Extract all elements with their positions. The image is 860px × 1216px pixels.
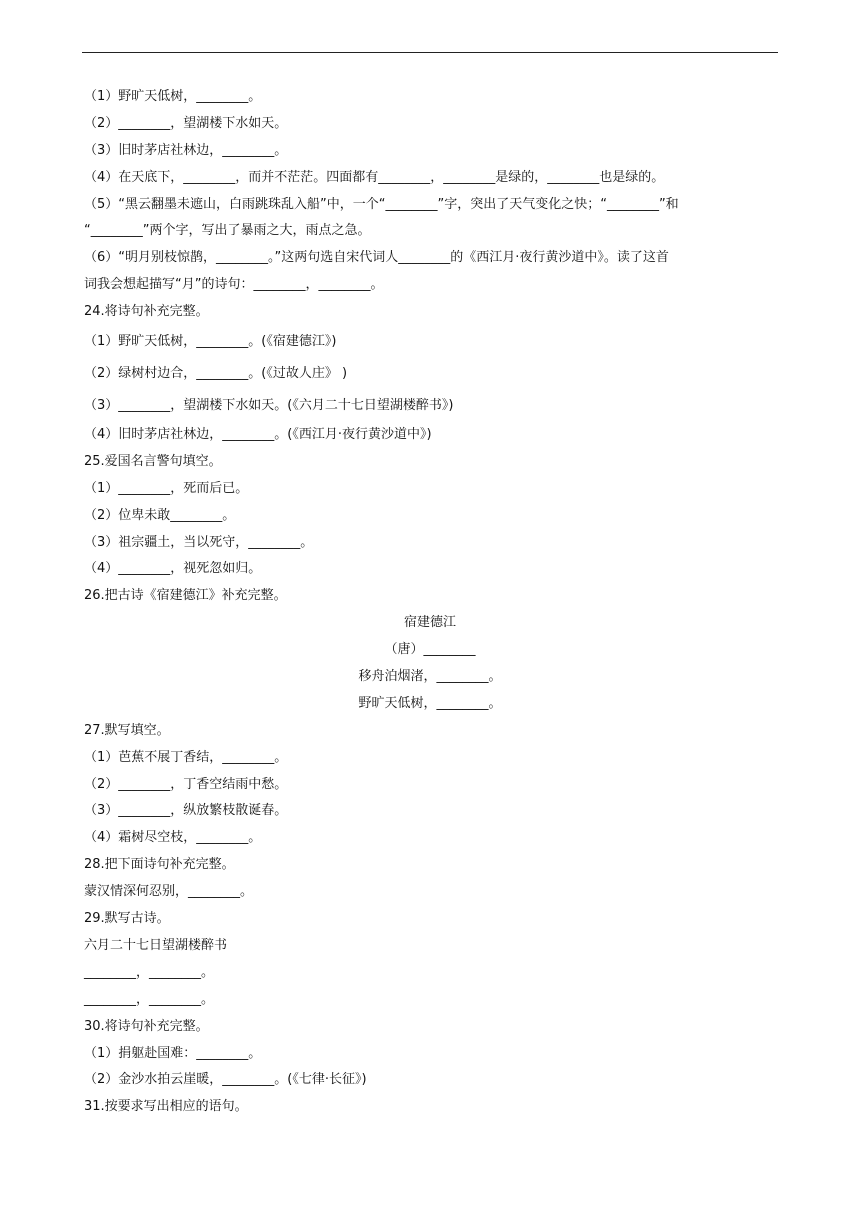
- fill-item-continuation: “________”两个字，写出了暴雨之大，雨点之急。: [84, 223, 371, 239]
- poem-block: [84, 610, 776, 718]
- fill-item: （3）旧时茅店社林边，________。: [84, 142, 288, 158]
- question-title: 31.按要求写出相应的语句。: [84, 1099, 248, 1115]
- fill-item: （4）在天底下，________，而并不茫茫。四面都有________，________是绿的，________也是绿的。: [84, 169, 665, 185]
- fill-item: （2）________，望湖楼下水如天。: [84, 115, 288, 131]
- worksheet-content: [84, 84, 784, 1121]
- fill-item-continuation: 词我会想起描写“月”的诗句：________，________。: [84, 277, 384, 293]
- question-title: 28.把下面诗句补充完整。: [84, 857, 235, 873]
- fill-item: （1）________，死而后已。: [84, 480, 249, 496]
- question-title: 27.默写填空。: [84, 722, 170, 738]
- fill-item: （3）祖宗疆土，当以死守，________。: [84, 534, 314, 550]
- fill-item: （4）霜树尽空枝，________。: [84, 830, 262, 846]
- fill-item: （1）野旷天低树，________。: [84, 89, 262, 104]
- fill-item: （2）绿树村边合，________。(《过故人庄》 ): [84, 366, 348, 382]
- question-title: 25.爱国名言警句填空。: [84, 453, 222, 469]
- fill-item: ________，________。: [84, 991, 215, 1007]
- question-title: 24.将诗句补充完整。: [84, 304, 209, 320]
- fill-item: （6）“明月别枝惊鹊，________。”这两句选自宋代词人________的《西江月·夜行黄沙道中》。读了这首: [84, 250, 669, 266]
- fill-item: （2）金沙水拍云崖暖，________。(《七律·长征》): [84, 1072, 367, 1088]
- poem-line: 野旷天低树，________。: [358, 695, 502, 711]
- fill-item: （4）________，视死忽如归。: [84, 561, 262, 577]
- fill-item: （2）位卑未敢________。: [84, 507, 236, 523]
- question-title: 29.默写古诗。: [84, 911, 170, 927]
- fill-item: （3）________，纵放繁枝散诞春。: [84, 803, 288, 819]
- fill-item: （3）________，望湖楼下水如天。(《六月二十七日望湖楼醉书》): [84, 398, 454, 414]
- fill-item: 蒙汉情深何忍别，________。: [84, 884, 254, 900]
- fill-item: ________，________。: [84, 964, 215, 980]
- poem-author: （唐）________: [384, 642, 476, 658]
- poem-title: 宿建德江: [403, 615, 456, 631]
- poem-title: 六月二十七日望湖楼醉书: [84, 937, 228, 953]
- fill-item: （1）捐躯赴国难：________。: [84, 1045, 262, 1061]
- header-rule: [82, 52, 778, 53]
- poem-line: 移舟泊烟渚，________。: [358, 669, 502, 685]
- question-title: 30.将诗句补充完整。: [84, 1018, 209, 1034]
- question-title: 26.把古诗《宿建德江》补充完整。: [84, 588, 287, 604]
- fill-item: （2）________，丁香空结雨中愁。: [84, 776, 288, 792]
- fill-item: （4）旧时茅店社林边，________。(《西江月·夜行黄沙道中》): [84, 427, 432, 443]
- fill-item: （1）芭蕉不展丁香结，________。: [84, 749, 288, 765]
- fill-item: （1）野旷天低树，________。(《宿建德江》): [84, 334, 337, 350]
- fill-item: （5）“黑云翻墨未遮山，白雨跳珠乱入船”中，一个“________”字，突出了天气变化之快；“________”和: [84, 196, 679, 212]
